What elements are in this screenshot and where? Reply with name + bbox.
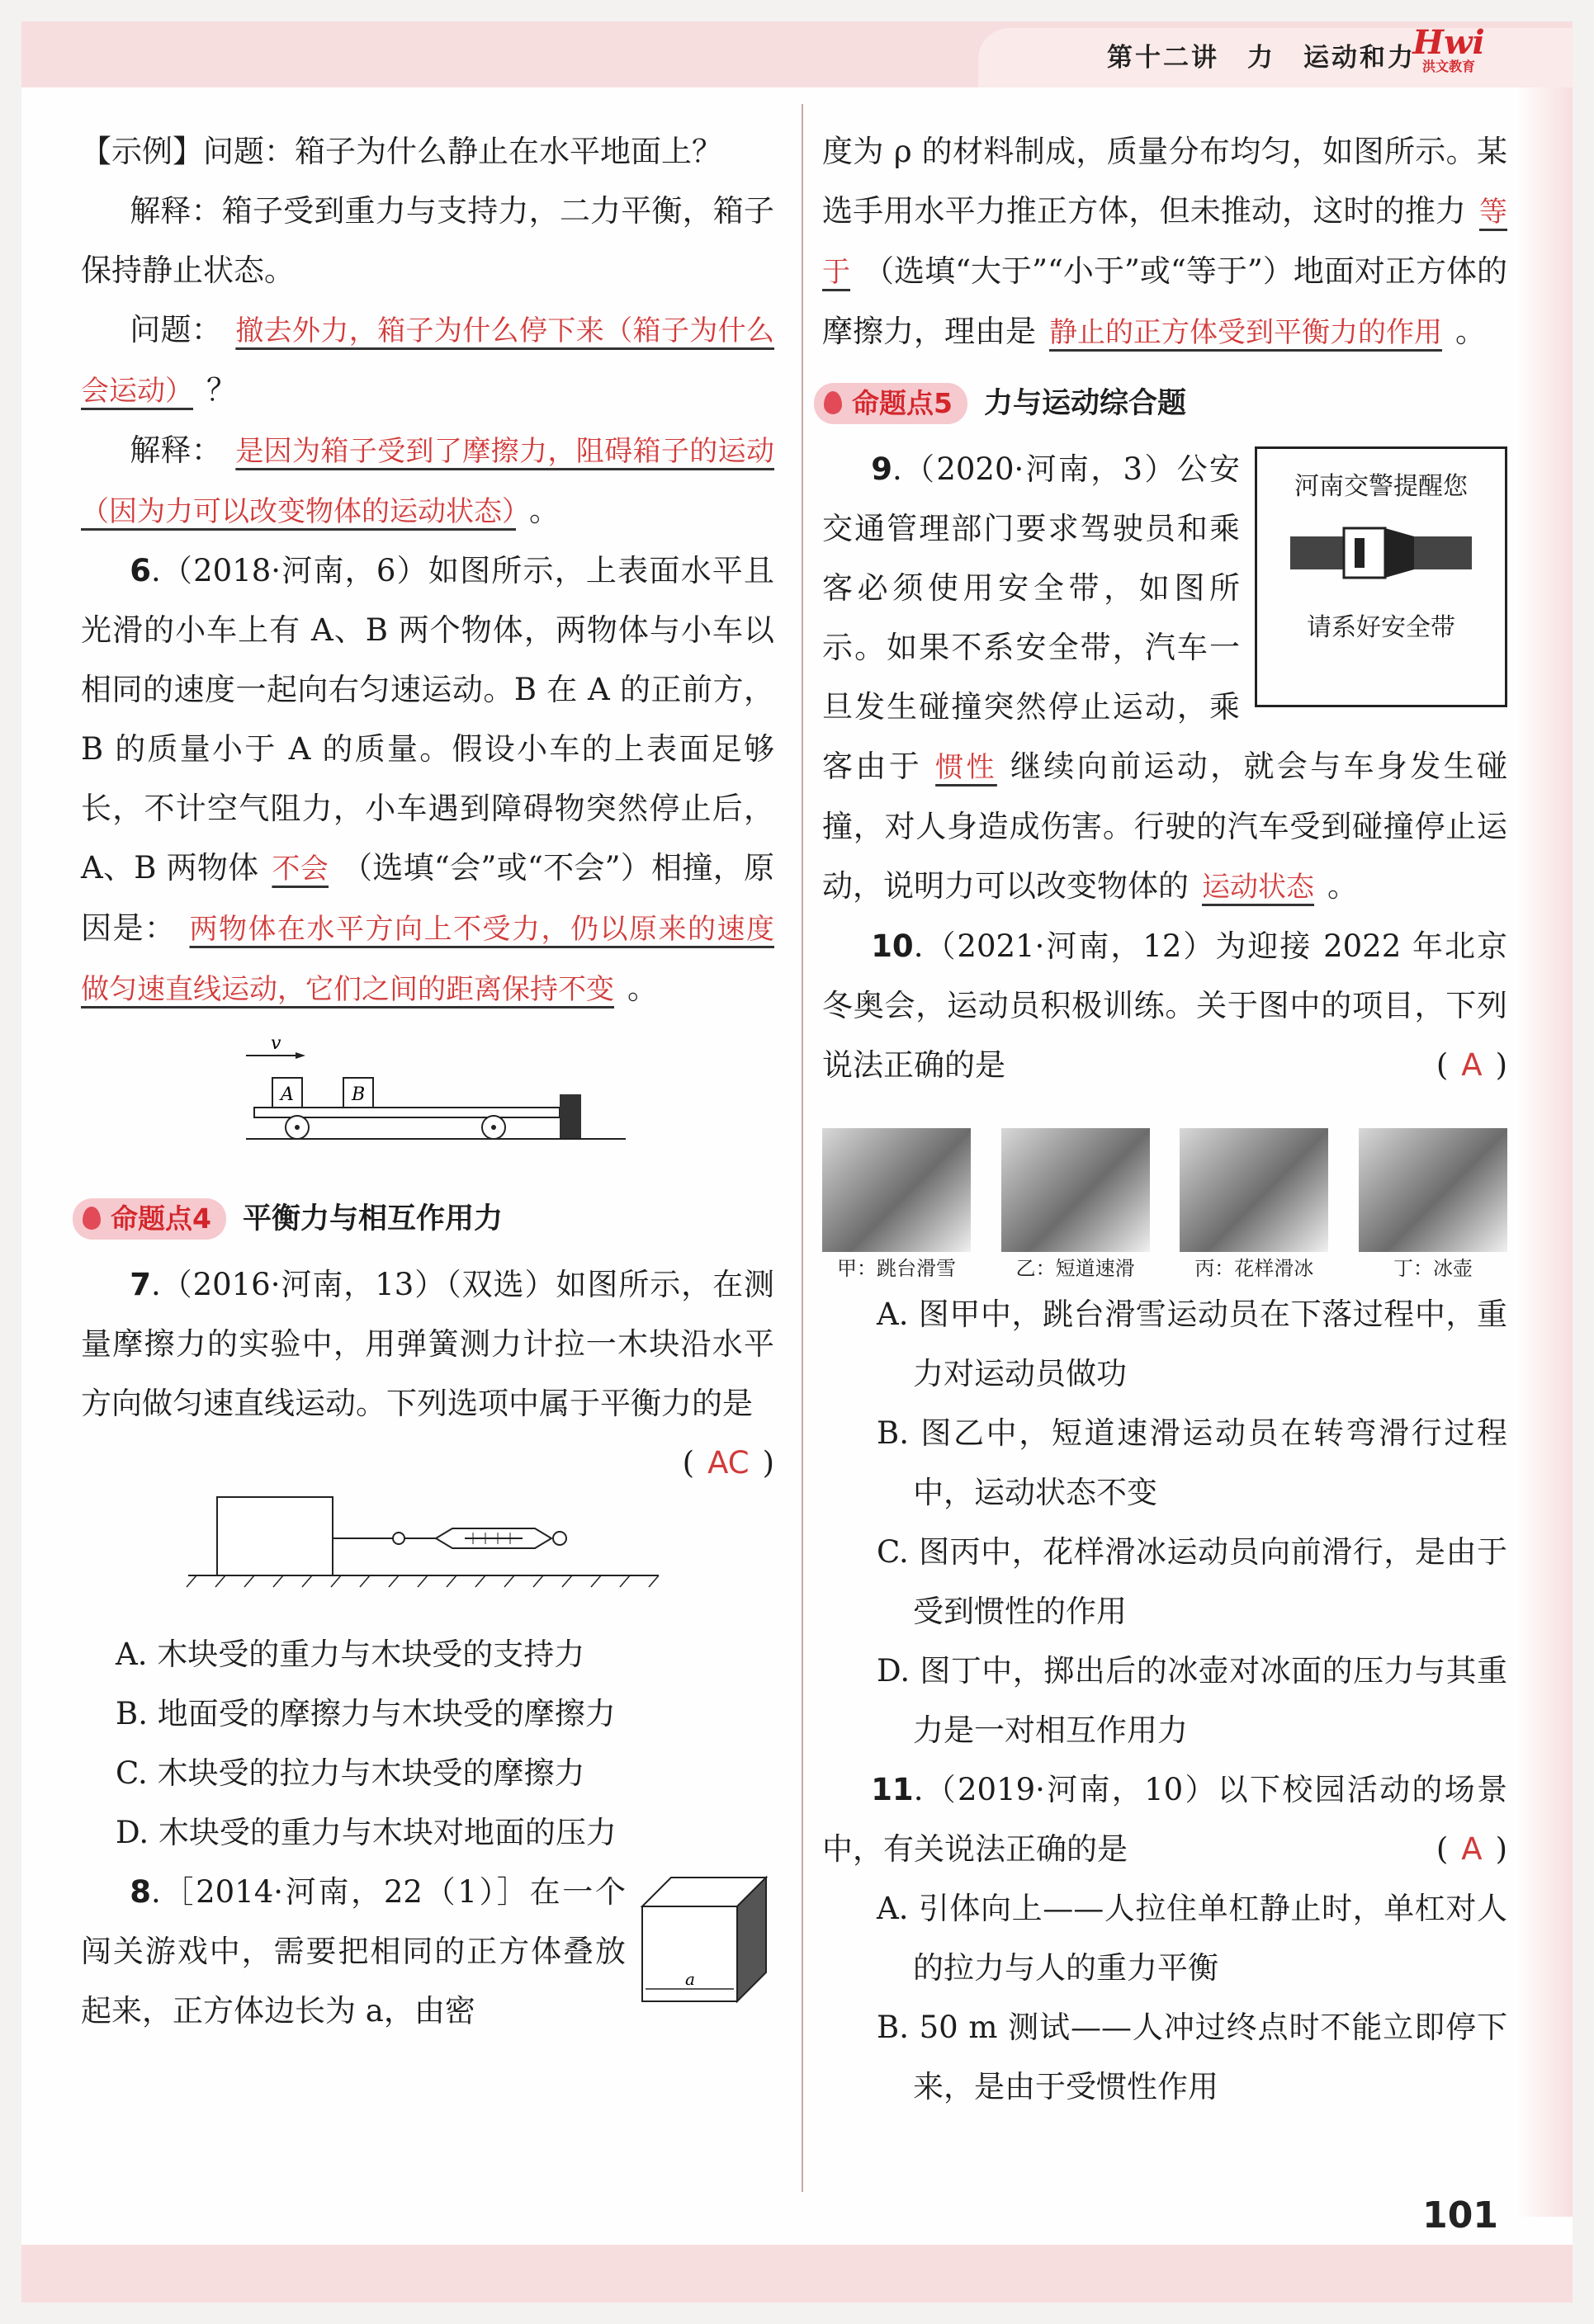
wheel-hub [295,1125,300,1130]
question-text: .［2014·河南，22（1）］在一个闯关游戏中，需要把相同的正方体叠放起来，正方体边长为 a，由密 [81,1874,626,2029]
q11-option-a: A. 引体向上——人拉住单杠静止时，单杠对人的拉力与人的重力平衡 [877,1891,1507,1986]
example-question-2 [81,300,774,421]
answer-blank: 静止的正方体受到平衡力的作用 [1049,316,1442,349]
q7-option-a: A. 木块受的重力与木块受的支持力 [116,1637,585,1672]
buckle-slot [1355,538,1365,568]
latch [1385,528,1414,578]
photo-figure-skating [1180,1128,1328,1285]
wheel-hub [491,1125,496,1130]
question-10 [822,917,1507,1095]
punct: ？ [206,372,237,408]
right-column [822,122,1507,2117]
photo-speed-skating [1001,1128,1150,1285]
label: 问题： [130,312,223,347]
photo [822,1128,971,1252]
punct: 。 [529,493,560,528]
side-band [1515,87,1573,2217]
answer-choice: ( A ) [1436,1831,1507,1867]
answer-letter: AC [707,1445,750,1481]
seatbelt-sign [1255,446,1507,707]
q10-option-b: B. 图乙中，短道速滑运动员在转弯滑行过程中，运动状态不变 [877,1415,1507,1510]
section-badge: 命题点5 [814,383,967,424]
wood-block [217,1497,333,1575]
q10-option-d: D. 图丁中，掷出后的冰壶对冰面的压力与其重力是一对相互作用力 [877,1653,1507,1748]
answer-choice: ( A ) [1436,1047,1507,1083]
photo-caption: 乙：短道速滑 [1015,1257,1135,1280]
page-header [21,21,1573,87]
page-number: 101 [1422,2194,1498,2237]
answer-choice: ( AC ) [682,1445,774,1481]
answer-blank: 运动状态 [1202,871,1314,904]
cube-figure [634,1869,774,2010]
punct: 。 [1455,314,1486,349]
label: 解释： [130,432,223,468]
question-text: .（2018·河南，6）如图所示，上表面水平且光滑的小车上有 A、B 两个物体，两物体与小车以相同的速度一起向右匀速运动。B 在 A 的正前方，B 的质量小于 A 的质量。假设小车的上表面足够长，不计空气阻力，小车遇到障碍物突然停止后，A、B 两物体 [81,553,774,886]
left-column [81,122,774,2041]
q7-option-d: D. 木块受的重力与木块对地面的压力 [116,1815,617,1850]
cart-figure [81,1032,774,1176]
cart-diagram [81,1032,774,1156]
answer-text: 是因为箱子受到了摩擦力，阻碍箱子的运动（因为力可以改变物体的运动状态） [81,435,775,528]
logo-mark: Hwi [1412,23,1485,62]
answer-letter: A [1461,1047,1483,1083]
question-text: .（2021·河南，12）为迎接 2022 年北京冬奥会，运动员积极训练。关于图中的项目，下列说法正确的是 [822,928,1507,1083]
question-number: 11 [871,1772,914,1807]
photo-curling [1359,1128,1507,1285]
q11-option-b: B. 50 m 测试——人冲过终点时不能立即停下来，是由于受惯性作用 [877,2010,1507,2104]
photo [1359,1128,1507,1252]
question-text: .（2016·河南，13）（双选）如图所示，在测量摩擦力的实验中，用弹簧测力计拉一木块沿水平方向做匀速直线运动。下列选项中属于平衡力的是 [81,1267,774,1421]
answer-blank: 两物体在水平方向上不受力，仍以原来的速度做匀速直线运动，它们之间的距离保持不变 [81,913,774,1006]
logo-brand: 洪文教育 [1421,59,1475,74]
section-badge: 命题点4 [73,1198,226,1240]
photo [1001,1128,1150,1252]
scale-ring [553,1532,566,1545]
footer-band [21,2245,1573,2303]
answer-letter: A [1461,1831,1483,1867]
question-text: （选填“大于”“小于”或“等于”）地面对正方体的摩擦力，理由是 [822,253,1508,349]
edge-label: a [685,1969,695,1989]
column-divider [802,104,803,2192]
obstacle [560,1094,581,1139]
photo-ski-jump [822,1128,971,1285]
seatbelt-icon [1282,503,1480,602]
friction-diagram [81,1493,774,1592]
photo [1180,1128,1328,1252]
sports-photos [822,1128,1507,1285]
question-7 [81,1255,774,1481]
chapter-title: 第十二讲 力 运动和力 [1107,43,1416,73]
section-title: 平衡力与相互作用力 [242,1202,503,1235]
answer-blank: 不会 [272,853,329,886]
photo-caption: 丙：花样滑冰 [1194,1257,1314,1280]
hook [393,1533,404,1544]
question-text: （选填“会”或“不会”）相撞，原因是： [81,850,775,946]
q7-option-c: C. 木块受的拉力与木块受的摩擦力 [116,1755,585,1791]
photo-caption: 甲：跳台滑雪 [837,1257,956,1280]
question-number: 8 [130,1874,151,1910]
question-text: 继续向前运动，就会与车身发生碰撞，对人身造成伤害。行驶的汽车受到碰撞停止运动，说明力可以改变物体的 [822,749,1508,904]
question-6 [81,541,774,1019]
question-number: 9 [871,451,892,487]
question-number: 7 [130,1267,151,1302]
question-text: 度为 ρ 的材料制成，质量分布均匀，如图所示。某选手用水平力推正方体，但未推动，这时的推力 [822,134,1507,229]
example-question: 【示例】问题：箱子为什么静止在水平地面上？ [81,134,722,169]
section-title: 力与运动综合题 [983,387,1186,420]
arrow-head [296,1052,305,1059]
velocity-label: v [271,1033,281,1054]
ground-hatch [187,1575,659,1587]
q10-option-c: C. 图丙中，花样滑冰运动员向前滑行，是由于受到惯性的作用 [877,1534,1507,1629]
block-b-label: B [352,1084,366,1105]
question-text: .（2019·河南，10）以下校园活动的场景中，有关说法正确的是 [822,1772,1507,1867]
page [21,21,1573,2303]
answer-blank: 惯性 [935,751,997,784]
photo-caption: 丁：冰壶 [1393,1257,1473,1280]
sign-bottom-text: 请系好安全带 [1307,613,1455,642]
publisher-logo [1407,23,1490,74]
question-text: .（2020·河南，3）公安交通管理部门要求驾驶员和乘客必须使用安全带，如图所示。如果不系安全带，汽车一旦发生碰撞突然停止运动，乘客由于 [822,451,1240,784]
sign-top-text: 河南交警提醒您 [1294,472,1468,501]
question-number: 6 [130,553,151,588]
section-5-heading [814,374,1507,433]
question-number: 10 [871,928,914,964]
answer-blank: 等于 [822,196,1507,289]
section-4-heading [73,1189,774,1249]
answer-text: 撤去外力，箱子为什么停下来（箱子为什么会运动） [81,314,775,408]
q10-option-a: A. 图甲中，跳台滑雪运动员在下落过程中，重力对运动员做功 [877,1297,1507,1391]
question-11 [822,1760,1507,1879]
question-8-continued [822,122,1507,362]
punct: 。 [1327,868,1358,904]
punct: 。 [627,971,658,1006]
example-explanation-2 [81,421,774,541]
example-explanation: 解释：箱子受到重力与支持力，二力平衡，箱子保持静止状态。 [81,193,774,288]
q7-option-b: B. 地面受的摩擦力与木块受的摩擦力 [116,1696,616,1731]
block-a-label: A [281,1084,294,1105]
